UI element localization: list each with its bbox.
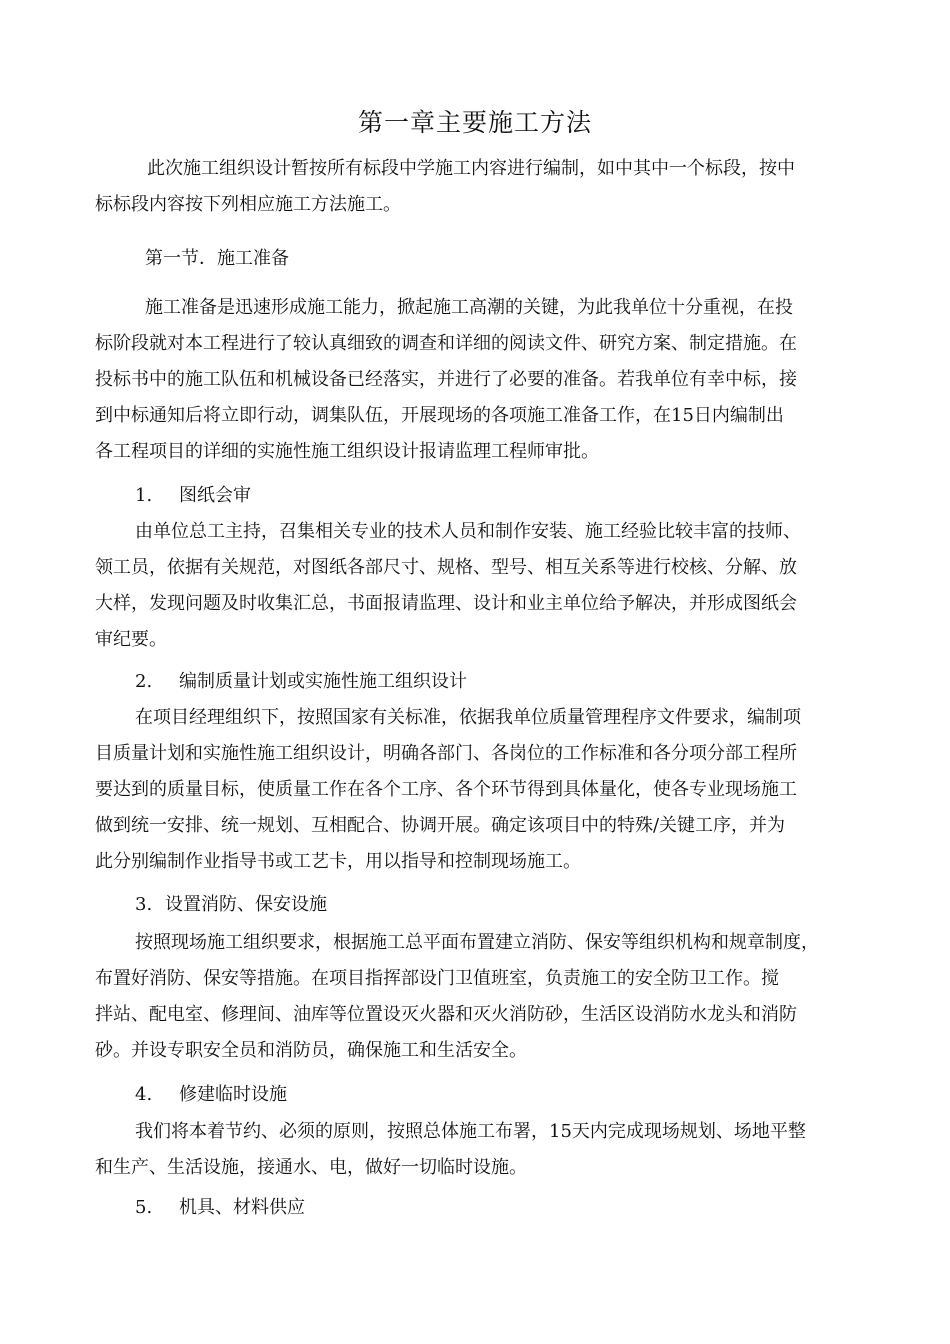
item-heading [135, 887, 327, 923]
item-number: 3. [135, 894, 153, 915]
paragraph-line: 领工员，依据有关规范，对图纸各部尺寸、规格、型号、相互关系等进行校核、分解、放 [95, 557, 797, 578]
item-title: 设置消防、保安设施 [165, 894, 327, 915]
paragraph-line: 拌站、配电室、修理间、油库等位置设灭火器和灭火消防砂，生活区设消防水龙头和消防 [95, 1004, 797, 1025]
paragraph-line: 施工准备是迅速形成施工能力，掀起施工高潮的关键，为此我单位十分重视，在投 [145, 297, 793, 318]
paragraph-line: 按照现场施工组织要求，根据施工总平面布置建立消防、保安等组织机构和规章制度， [135, 932, 819, 953]
intro-paragraph [95, 151, 855, 223]
item-number: 4. [135, 1084, 153, 1105]
paragraph-line: 砂。并设专职安全员和消防员，确保施工和生活安全。 [95, 1040, 527, 1061]
paragraph-line: 由单位总工主持，召集相关专业的技术人员和制作安装、施工经验比较丰富的技师、 [135, 521, 801, 542]
item-number: 1. [135, 485, 153, 506]
item-paragraph [95, 1114, 855, 1186]
paragraph-line: 和生产、生活设施，接通水、电，做好一切临时设施。 [95, 1157, 527, 1178]
item-title: 机具、材料供应 [179, 1197, 305, 1218]
paragraph-line: 我们将本着节约、必须的原则，按照总体施工布署，15天内完成现场规划、场地平整 [135, 1121, 806, 1142]
paragraph-line: 此次施工组织设计暂按所有标段中学施工内容进行编制，如中其中一个标段，按中 [147, 158, 795, 179]
item-heading [135, 664, 467, 700]
paragraph-line: 标阶段就对本工程进行了较认真细致的调查和详细的阅读文件、研究方案、制定措施。在 [95, 333, 797, 354]
paragraph-line: 做到统一安排、统一规划、互相配合、协调开展。确定该项目中的特殊/关键工序，并为 [95, 815, 786, 836]
paragraph-line: 投标书中的施工队伍和机械设备已经落实，并进行了必要的准备。若我单位有幸中标，接 [95, 369, 797, 390]
paragraph-line: 布置好消防、保安等措施。在项目指挥部设门卫值班室，负责施工的安全防卫工作。搅 [95, 968, 779, 989]
page-title: 第一章主要施工方法 [357, 108, 592, 137]
item-heading [135, 1190, 305, 1226]
item-paragraph [95, 700, 855, 880]
item-paragraph [95, 925, 855, 1069]
item-heading [135, 478, 251, 514]
paragraph-line: 大样，发现问题及时收集汇总，书面报请监理、设计和业主单位给予解决，并形成图纸会 [95, 593, 797, 614]
paragraph-line: 审纪要。 [95, 629, 167, 650]
paragraph-line: 此分别编制作业指导书或工艺卡，用以指导和控制现场施工。 [95, 851, 581, 872]
item-title: 修建临时设施 [179, 1084, 287, 1105]
item-title: 编制质量计划或实施性施工组织设计 [179, 671, 467, 692]
section-paragraph [95, 290, 855, 470]
item-number: 5. [135, 1197, 153, 1218]
paragraph-line: 目质量计划和实施性施工组织设计，明确各部门、各岗位的工作标准和各分项分部工程所 [95, 743, 797, 764]
paragraph-line: 标标段内容按下列相应施工方法施工。 [95, 194, 401, 215]
item-paragraph [95, 514, 855, 658]
item-title: 图纸会审 [179, 485, 251, 506]
paragraph-line: 在项目经理组织下，按照国家有关标准，依据我单位质量管理程序文件要求，编制项 [135, 707, 801, 728]
paragraph-line: 要达到的质量目标，使质量工作在各个工序、各个环节得到具体量化，使各专业现场施工 [95, 779, 797, 800]
item-number: 2. [135, 671, 153, 692]
section-heading: 第一节．施工准备 [145, 248, 289, 269]
paragraph-line: 各工程项目的详细的实施性施工组织设计报请监理工程师审批。 [95, 441, 599, 462]
item-heading [135, 1077, 287, 1113]
paragraph-line: 到中标通知后将立即行动，调集队伍，开展现场的各项施工准备工作，在15日内编制出 [95, 405, 784, 426]
